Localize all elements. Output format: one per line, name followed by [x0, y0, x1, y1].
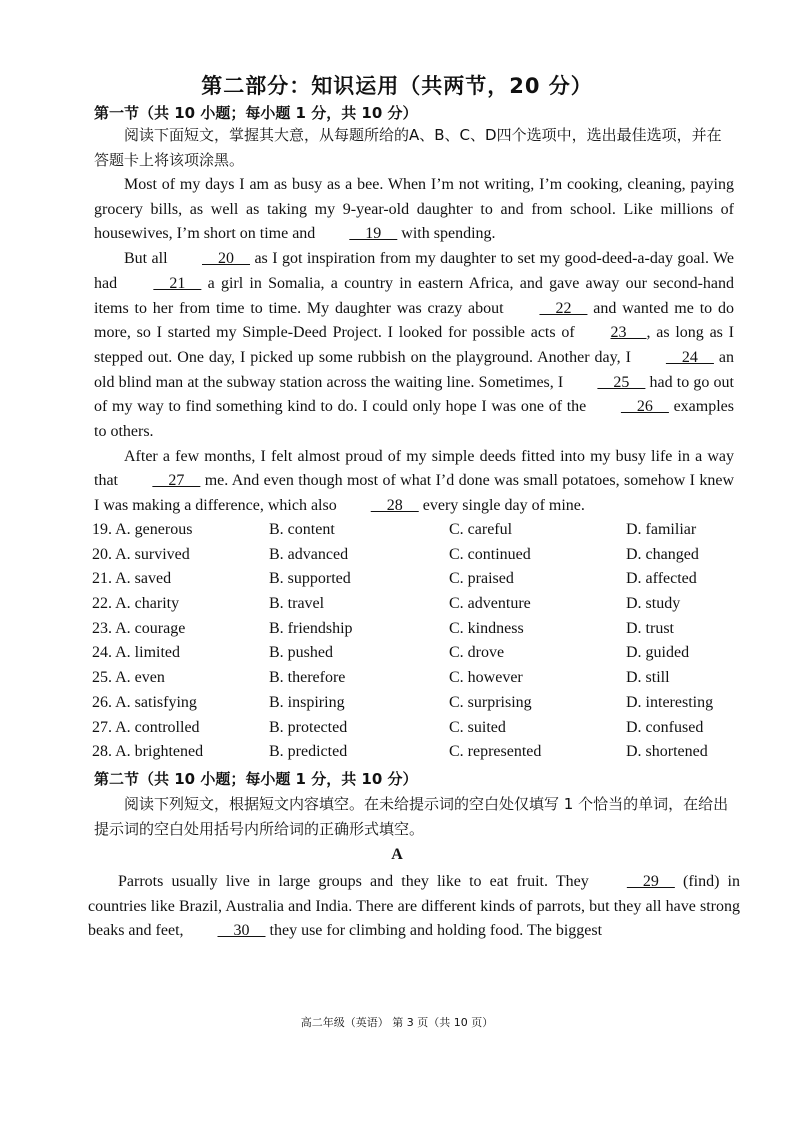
option-c: C. surprising — [449, 693, 532, 711]
option-c: C. continued — [449, 545, 531, 563]
option-d: D. familiar — [626, 521, 697, 538]
section1-instruction: 阅读下面短文，掌握其大意，从每题所给的A、B、C、D四个选项中，选出最佳选项，并在答题卡上将该项涂黑。 — [94, 126, 722, 169]
option-row-22 — [92, 592, 742, 617]
passage-paragraph-3: After a few months, I felt almost proud of my simple deeds fitted into my busy life in a way that 27 me. And even though most of what I’d done was small potatoes, somehow I knew I was making a difference, which also 28 every single day of mine. — [94, 445, 734, 519]
blank-25: 25 — [597, 373, 646, 391]
option-d: D. changed — [626, 545, 699, 563]
option-row-28 — [92, 740, 742, 765]
option-row-20 — [92, 543, 742, 568]
option-row-24 — [92, 641, 742, 666]
option-row-19 — [92, 518, 742, 543]
option-row-26 — [92, 691, 742, 716]
option-b: B. inspiring — [269, 693, 345, 711]
part-title: 第二部分：知识运用（共两节，20 分） — [201, 74, 593, 98]
passage-paragraph: Parrots usually live in large groups and they like to eat fruit. They 29 (find) in countries like Brazil, Australia and India. There are different kinds of parrots, but they all have strong beaks and feet, 30 they use for climbing and holding food. The biggest — [88, 870, 740, 944]
option-c: C. represented — [449, 743, 542, 761]
cloze-passage — [94, 173, 734, 519]
option-a: 22. A. charity — [92, 595, 180, 613]
blank-24: 24 — [665, 348, 714, 366]
section2-title: 第二节（共 10 小题；每小题 1 分，共 10 分） — [94, 770, 418, 788]
option-b: B. protected — [269, 718, 348, 736]
option-c: C. drove — [449, 644, 505, 662]
blank-19: 19 — [349, 225, 398, 243]
option-d: D. still — [626, 669, 670, 687]
option-a: 23. A. courage — [92, 619, 186, 637]
option-c: C. praised — [449, 570, 514, 588]
option-a: 28. A. brightened — [92, 743, 204, 761]
option-row-21 — [92, 567, 742, 592]
option-d: D. shortened — [626, 743, 708, 761]
section1-title: 第一节（共 10 小题；每小题 1 分，共 10 分） — [94, 104, 418, 122]
option-a: 24. A. limited — [92, 644, 180, 662]
blank-26: 26 — [620, 398, 669, 416]
blank-28: 28 — [370, 497, 419, 515]
option-c: C. however — [449, 669, 523, 687]
options-table — [92, 518, 742, 765]
option-b: B. advanced — [269, 545, 349, 563]
option-row-23 — [92, 617, 742, 642]
option-c: C. adventure — [449, 595, 531, 613]
option-row-25 — [92, 666, 742, 691]
option-d: D. confused — [626, 718, 704, 736]
option-a: 21. A. saved — [92, 570, 172, 588]
section2-instruction: 阅读下列短文，根据短文内容填空。在未给提示词的空白处仅填写 1 个恰当的单词，在给出提示词的空白处用括号内所给词的正确形式填空。 — [94, 795, 729, 838]
option-d: D. guided — [626, 644, 690, 662]
page-footer: 高二年级（英语） 第 3 页（共 10 页） — [300, 1016, 494, 1029]
option-b: B. pushed — [269, 644, 333, 662]
passage-paragraph-2: But all 20 as I got inspiration from my daughter to set my good-deed-a-day goal. We had 21 a girl in Somalia, a country in eastern Africa, and gave away our second-hand items to her from time to time. My daughter was crazy about 22 and wanted me to do more, so I started my Simple-Deed Project. I looked for possible acts of 23 , as long as I stepped out. One day, I picked up some rubbish on the playground. Another day, I 24 an old blind man at the subway station across the waiting line. Sometimes, I 25 had to go out of my way to find something kind to do. I could only hope I was one of the 26 examples to others. — [94, 247, 734, 445]
option-b: B. content — [269, 521, 335, 538]
option-c: C. kindness — [449, 619, 524, 637]
option-c: C. suited — [449, 718, 506, 736]
option-c: C. careful — [449, 521, 513, 538]
option-b: B. predicted — [269, 743, 348, 761]
option-d: D. study — [626, 595, 681, 613]
option-b: B. travel — [269, 595, 325, 613]
blank-22: 22 — [539, 299, 588, 317]
blank-20: 20 — [202, 250, 250, 268]
passage-label: A — [391, 846, 403, 863]
option-d: D. interesting — [626, 693, 714, 711]
option-b: B. supported — [269, 570, 351, 588]
blank-30: 30 — [217, 922, 266, 940]
option-a: 26. A. satisfying — [92, 693, 197, 711]
blank-21: 21 — [153, 274, 202, 292]
option-a: 19. A. generous — [92, 521, 193, 538]
blank-27: 27 — [152, 472, 201, 490]
passage-paragraph-1: Most of my days I am as busy as a bee. When I’m not writing, I’m cooking, cleaning, paying grocery bills, as well as taking my 9-year-old daughter to and from school. Like millions of housewives, I’m short on time and 19 with spending. — [94, 173, 734, 247]
blank-29: 29 — [626, 873, 675, 890]
option-row-27 — [92, 716, 742, 741]
grammar-passage — [88, 870, 740, 944]
option-b: B. friendship — [269, 619, 353, 637]
blank-23: 23 — [610, 324, 647, 342]
option-a: 25. A. even — [92, 669, 165, 687]
option-a: 27. A. controlled — [92, 718, 200, 736]
option-d: D. affected — [626, 570, 697, 588]
option-a: 20. A. survived — [92, 545, 190, 563]
option-d: D. trust — [626, 619, 674, 637]
option-b: B. therefore — [269, 669, 346, 687]
